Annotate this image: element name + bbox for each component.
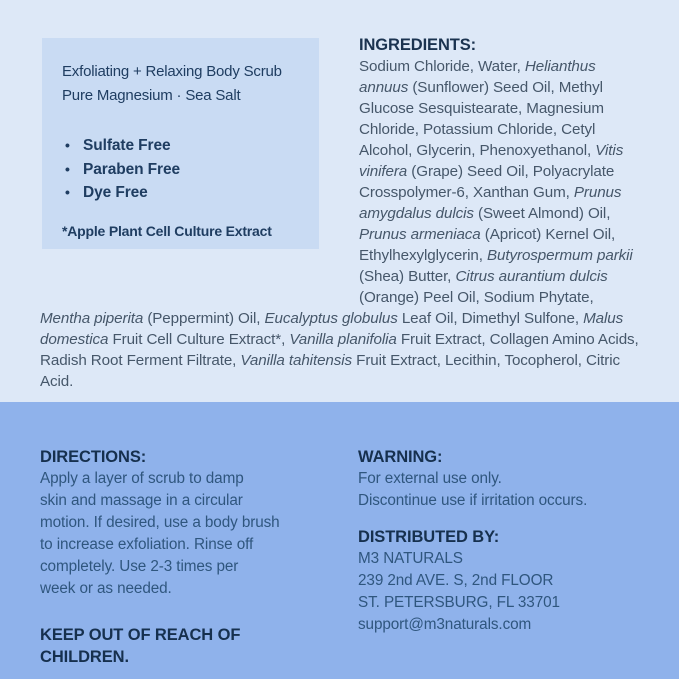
warning-line: For external use only.	[358, 470, 502, 487]
distributor-address	[358, 548, 640, 636]
directions-line: skin and massage in a circular	[40, 492, 243, 509]
directions-text	[40, 468, 358, 600]
label-bottom-section	[0, 402, 679, 679]
ingredients-text: Sodium Chloride, Water, Helianthus annuus (Sunflower) Seed Oil, Methyl Glucose Sesquistearate, Magnesium Chloride, Potassium Chloride, Cetyl Alcohol, Glycerin, Phenoxyethanol, Vitis vinifera (Grape) Seed Oil, Polyacrylate Crosspolymer-6, Xanthan Gum, Prunus amygdalus dulcis (Sweet Almond) Oil, Prunus armeniaca (Apricot) Kernel Oil, Ethylhexylglycerin, Butyrospermum parkii (Shea) Butter, Citrus aurantium dulcis (Orange) Peel Oil, Sodium Phytate, Mentha piperita (Peppermint) Oil, Eucalyptus globulus Leaf Oil, Dimethyl Sulfone, Malus domestica Fruit Cell Culture Extract*, Vanilla planifolia Fruit Extract, Collagen Amino Acids, Radish Root Ferment Filtrate, Vanilla tahitensis Fruit Extract, Lecithin, Tocopherol, Citric Acid.	[40, 58, 639, 390]
distributor-line: ST. PETERSBURG, FL 33701	[358, 594, 560, 611]
directions-line: Apply a layer of scrub to damp	[40, 470, 244, 487]
directions-line: completely. Use 2-3 times per	[40, 558, 239, 575]
directions-line: week or as needed.	[40, 580, 172, 597]
distributor-line: M3 NATURALS	[358, 550, 463, 567]
distributed-by-heading: DISTRIBUTED BY:	[358, 528, 500, 546]
directions-column	[40, 446, 358, 679]
directions-line: motion. If desired, use a body brush	[40, 514, 280, 531]
warning-line: Discontinue use if irritation occurs.	[358, 492, 588, 509]
distributor-line: support@m3naturals.com	[358, 616, 532, 633]
keep-out-line: CHILDREN.	[40, 648, 129, 666]
distributor-line: 239 2nd AVE. S, 2nd FLOOR	[358, 572, 554, 589]
keep-out-of-reach-warning	[40, 624, 358, 668]
product-feature-box	[42, 38, 319, 249]
feature-bullet-list	[62, 134, 303, 205]
warning-text	[358, 468, 640, 512]
ingredients-heading: INGREDIENTS:	[359, 36, 477, 54]
feature-bullet: • Sulfate Free	[62, 134, 303, 158]
directions-heading: DIRECTIONS:	[40, 448, 147, 466]
directions-line: to increase exfoliation. Rinse off	[40, 536, 254, 553]
apple-extract-footnote: *Apple Plant Cell Culture Extract	[62, 222, 272, 239]
product-title: Exfoliating + Relaxing Body Scrub	[62, 63, 282, 80]
feature-bullet: • Paraben Free	[62, 158, 303, 182]
product-subtitle: Pure Magnesium · Sea Salt	[62, 87, 241, 104]
warning-distributor-column	[358, 446, 640, 679]
feature-bullet: • Dye Free	[62, 181, 303, 205]
warning-heading: WARNING:	[358, 448, 443, 466]
keep-out-line: KEEP OUT OF REACH OF	[40, 626, 241, 644]
